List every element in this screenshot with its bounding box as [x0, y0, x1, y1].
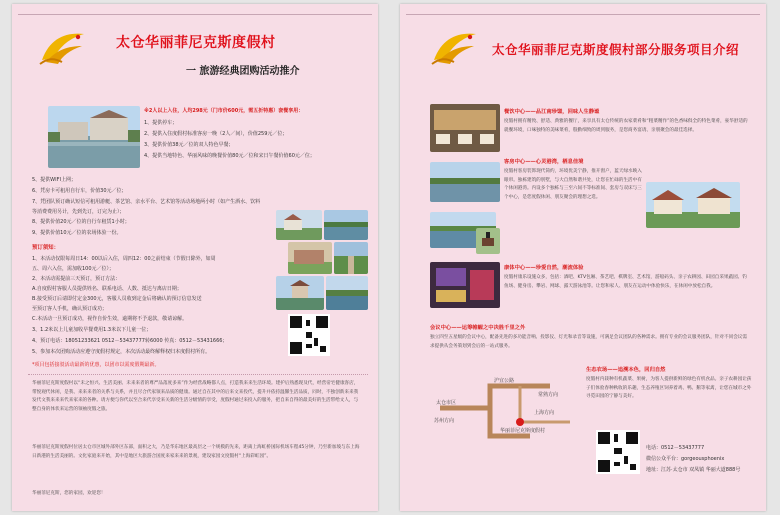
pavilion-photo [276, 276, 324, 310]
contact-address: 地址：江苏·太仓市 双凤镇 华丽大道888号 [646, 467, 741, 473]
section-heading-meeting: 会议中心——运筹帷幄之中决胜千里之外 [430, 325, 526, 331]
top-rule [18, 14, 372, 15]
qr-code-icon [288, 314, 330, 356]
offer-item-8: 8、提供价值20元／位的自行车租赁1小时； [32, 219, 130, 225]
left-subtitle: 一 旅游经典团购活动推介 [186, 66, 300, 77]
offer-header: ※2人以上入住，人均298元（门市价600元，需五折特惠）套餐享用： [144, 108, 304, 114]
offer-item-2: 2、提供入住度假村标准客房一晚（2人／间），价值259元／位； [144, 131, 288, 137]
notice-line-10: 5、参加本次团购活动应遵守度假村规定，本次活动最终解释权归本度假村所有。 [32, 349, 211, 355]
ktv-room-photo [430, 262, 500, 308]
map-label-6: 苏州方向 [434, 418, 455, 424]
notice-line-7: C.本活动一旦预订成功，视作自价生效，逾期将不予退款，敬请谅解。 [32, 316, 188, 322]
horse-riding-photo [476, 228, 500, 254]
top-rule [406, 14, 760, 15]
section-text-recreation: 度假村康乐设施众多，包括：酒吧、KTV包厢、茶艺吧、棋牌室、艺术馆，游船码头、亲子农耕园、田园自采果蔬园、钓鱼场、健身房、攀岩、网球、露天游泳池等。让您和家人、朋友在运动中体验快乐，在休闲中放松自我。 [504, 275, 747, 289]
section-heading-rooms: 客房中心——心灵港湾，栖息佳境 [504, 159, 584, 165]
dining-hall-photo [430, 104, 500, 152]
section-text-farm: 度假村内栽种有机蔬菜、果树，为客人提供新鲜的绿色有机食品。亲子农耕园让孩子们体验春种秋收的乐趣，生态养殖区饲养着鸡、鸭、鹅等家禽，让您在城市之外寻觅田园的宁静与美好。 [586, 377, 752, 400]
intro-paragraph-2: 华丽菲尼克斯度假村位居太仓市区城外部外区东部，面积之大，乃是华东地区最高层之一个规模的先来，距离上海虹桥国际机场车程45分钟，乃至新加坡与东上海日新港的生活美丽的。文化家庭来开始，其中是地区大旅游合国度来家来来的景观，建设家园文度假村“上海彩虹园”。 [32, 445, 360, 459]
notice-line-3: 2、本活动需提前三天预订，预订方法： [32, 276, 121, 282]
villa-cluster-photo [646, 182, 740, 228]
right-title: 太仓华丽菲尼克斯度假村部分服务项目介绍 [492, 42, 740, 57]
notice-line-8: 3、1.2米以上儿童加收早餐费用1.3米以下儿童一位； [32, 327, 152, 333]
garden-photo [288, 242, 332, 274]
location-map [430, 366, 580, 442]
offer-item-7: 7、凭团队预订确认短信可租用游艇、茶艺馆、亲水平台、艺术馆等活动场地两小时（如产生酒水、饮料 [32, 199, 261, 205]
left-title: 太仓华丽菲尼克斯度假村 [116, 35, 276, 51]
map-label-2: 沪宜公路 [494, 378, 515, 384]
map-marker-icon [516, 418, 524, 426]
path-photo [334, 242, 368, 274]
offer-item-6: 6、凭房卡可租用自行车，价值30元／位； [32, 188, 127, 194]
right-page [400, 4, 766, 511]
contact-wechat: 微信公众平台：gorgeousphoenix [646, 456, 725, 462]
lake-photo [324, 210, 368, 240]
waterfront-photo [326, 276, 368, 310]
map-label-4: 常熟方向 [538, 392, 559, 398]
offer-item-4: 4、提供当地特色、华丽风味的晚餐价值80元／位和宋日午餐价值60元／位； [144, 153, 315, 159]
map-label-5: 上海方向 [534, 410, 555, 416]
offer-item-7b: 等消费费用另计，先到先订，订完为止）； [32, 209, 125, 215]
red-note: *项目包括接驳活动最新的优惠，以团市以需度假期最新。 [32, 362, 160, 368]
notice-line-9: 4、预订电话：18051233621 0512－53437777转6000 传真：0512－53431666； [32, 338, 228, 344]
offer-item-9: 9、提供价值10元／位的农场体验一份。 [32, 230, 122, 236]
section-divider [28, 374, 368, 375]
offer-item-5: 5、提供WIFI上网； [32, 177, 76, 183]
section-heading-farm: 生态农场——追溯本色，回归自然 [586, 367, 666, 373]
notice-line-4: A.自度假村客服人员提供姓名、联系电话、人数、抵达与离店日期； [32, 286, 182, 292]
notice-line-2: 五、周六入住，需加收100元／位）； [32, 266, 115, 272]
notice-line-1: 1、本活动仅限每周日14：00以后入住，周四12：00之前结束（节假日除外，如周 [32, 256, 216, 262]
resort-building-photo [48, 106, 140, 168]
intro-paragraph: 华丽菲尼克斯度假村以“未之恒兴、生活美丽、未来来者的尊严品落度多来”作为经营战略都人点，打造我来来生活环境。建护后熟悉现及代，经营帝宅健康客店，带悦观代休闲，是我、来来来者的关系与关系，并且尽合代家领来品质的健康。通过自在其中的后来文来投代，提升并依持温馨生活品质，同时，不独创新来来我发代文我来来来代来家来的各种。请方便与你代以至合来代享受来关新的生活分级情的享受，度假村通过来投入的服务，把自来自得的最美好的生活带给文人，与整自身的体状来运营的领袖度假之旅。 [32, 381, 359, 412]
left-page [12, 4, 378, 511]
map-label-1: 太仓市区 [436, 400, 457, 406]
notice-line-5: B.接受预订后请即付定金300元，客服人员收到定金后将确认的预订信息发送 [32, 296, 202, 302]
section-heading-recreation: 康体中心——珍爱自然，潮流体验 [504, 265, 584, 271]
closing-line: 华丽菲尼克斯，您的家园，欢迎您！ [32, 491, 106, 496]
phoenix-logo-icon [38, 28, 88, 68]
offer-item-3: 3、提供价值38元／位的双人特色早餐； [144, 142, 234, 148]
map-label-3: 华丽菲尼克斯度假村 [500, 428, 546, 434]
contact-phone: 电话：0512－53437777 [646, 445, 705, 451]
notice-title: 预订须知： [32, 245, 59, 251]
notice-line-6: 至预订客人手机，确认预订成功； [32, 306, 108, 312]
qr-code-icon [596, 430, 640, 474]
canal-photo [430, 162, 500, 202]
section-text-meeting: 独立四至五星级的会议中心，配备先进的多功能音响、投影仪、灯光和录音等设施，可满足会议团队的各种需求。拥有专业的会议服务团队，针对不同会议需求提供从会务策划到会后的一站式服务。 [430, 335, 747, 349]
offer-item-1: 1、提供停车； [144, 120, 178, 126]
villa-photo [276, 210, 322, 240]
phoenix-logo-icon [430, 28, 480, 68]
section-heading-dining: 餐饮中心——品江南珍馐，回味人生静谧 [504, 109, 600, 115]
section-text-rooms: 度假村客房装饰现代简约，环境优美宁静，推开窗户，蓝天绿水映入眼帘。独栋建筑的别墅，与大自然和谐共处，让您在忙碌的生活中有个休闲港湾。内设多个独栋与三至六间不等标准间、套房与双床与三个中心，是您度假休闲、朋友聚会的理想之选。 [504, 169, 642, 200]
section-text-dining: 度假村拥有精致、舒适、典雅的餐厅，来享具有太仓传统的农家菜肴和“粗菜精作”的色香味俱全的特色菜肴，豪华舒适的就餐环境，口味独特的美味菜肴，殷勤细致的周到服务，是您商务宴请、亲朋聚会的最佳选择。 [504, 119, 748, 133]
